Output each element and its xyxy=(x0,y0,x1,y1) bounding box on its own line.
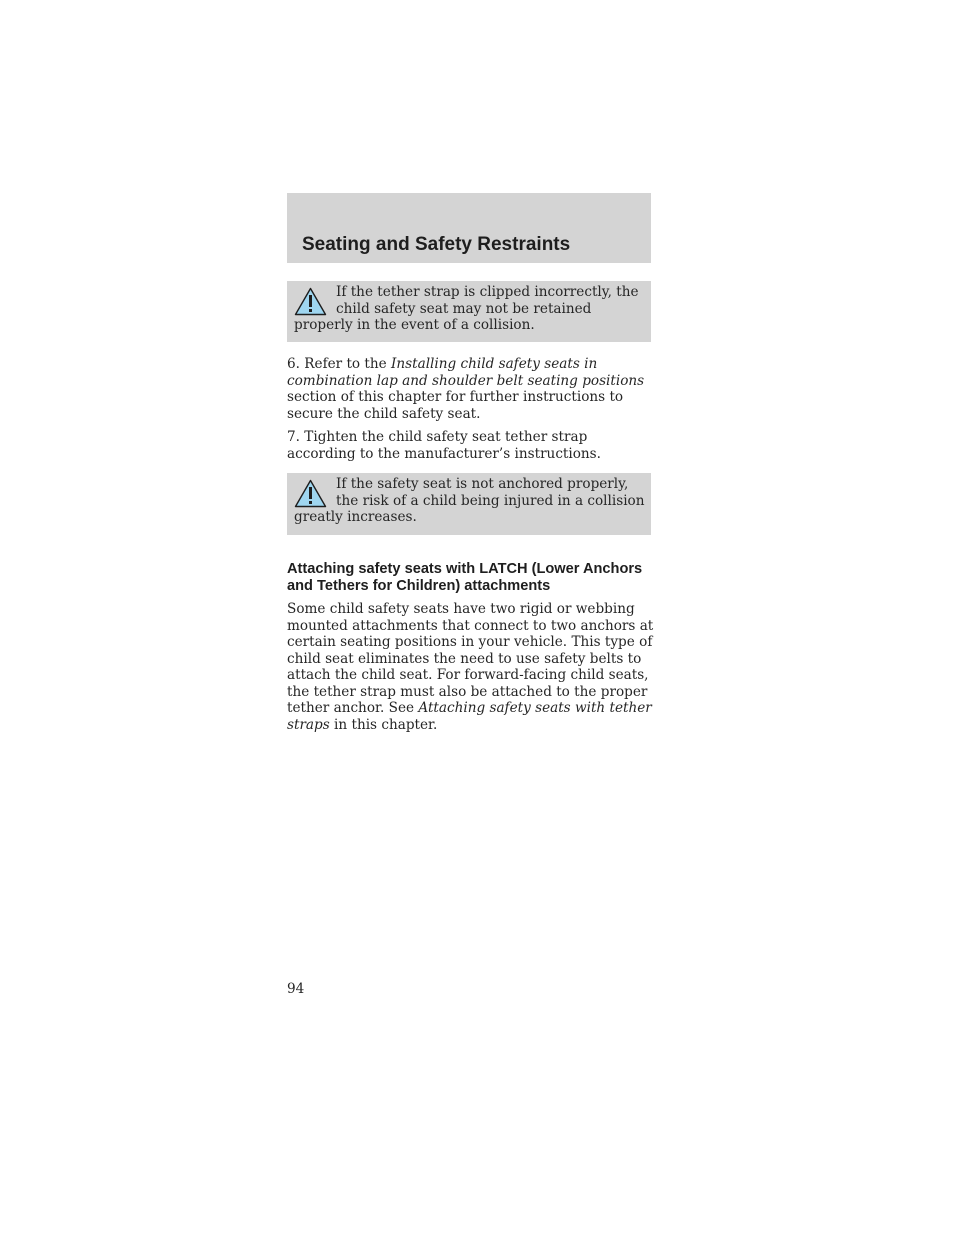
step-6-suffix: section of this chapter for further instructions to secure the child safety seat. xyxy=(287,389,624,422)
step-6-reference: Installing child safety seats in combination lap and shoulder belt seating positions xyxy=(287,356,645,389)
warning-triangle-icon xyxy=(294,287,327,316)
warning-text: If the safety seat is not anchored properly, the risk of a child being injured in a collision greatly increases. xyxy=(294,476,645,526)
page-number: 94 xyxy=(287,981,305,997)
latch-body-reference: Attaching safety seats with tether straps xyxy=(287,700,652,733)
warning-text: If the tether strap is clipped incorrectly, the child safety seat may not be retained properly in the event of a collision. xyxy=(294,284,639,334)
section-header-band xyxy=(287,193,651,263)
latch-body-prefix: Some child safety seats have two rigid or webbing mounted attachments that connect to two anchors at certain seating positions in your vehicle. This type of child seat eliminates the need to use safety belts to attach the child seat. For forward-facing child seats, the tether strap must also be attached to the proper tether anchor. See xyxy=(287,601,654,716)
section-title: Seating and Safety Restraints xyxy=(302,234,571,255)
warning-box-anchoring xyxy=(287,473,651,535)
step-6-prefix: 6. Refer to the xyxy=(287,356,392,372)
warning-triangle-icon xyxy=(294,479,327,508)
warning-box-tether xyxy=(287,281,651,342)
latch-section-heading: Attaching safety seats with LATCH (Lower Anchors and Tethers for Children) attachments xyxy=(287,561,643,594)
latch-body-suffix: in this chapter. xyxy=(329,716,438,733)
step-7-paragraph: 7. Tighten the child safety seat tether strap according to the manufacturer’s instructions. xyxy=(287,429,601,462)
step-6-paragraph xyxy=(287,356,655,422)
latch-section-body xyxy=(287,601,655,733)
